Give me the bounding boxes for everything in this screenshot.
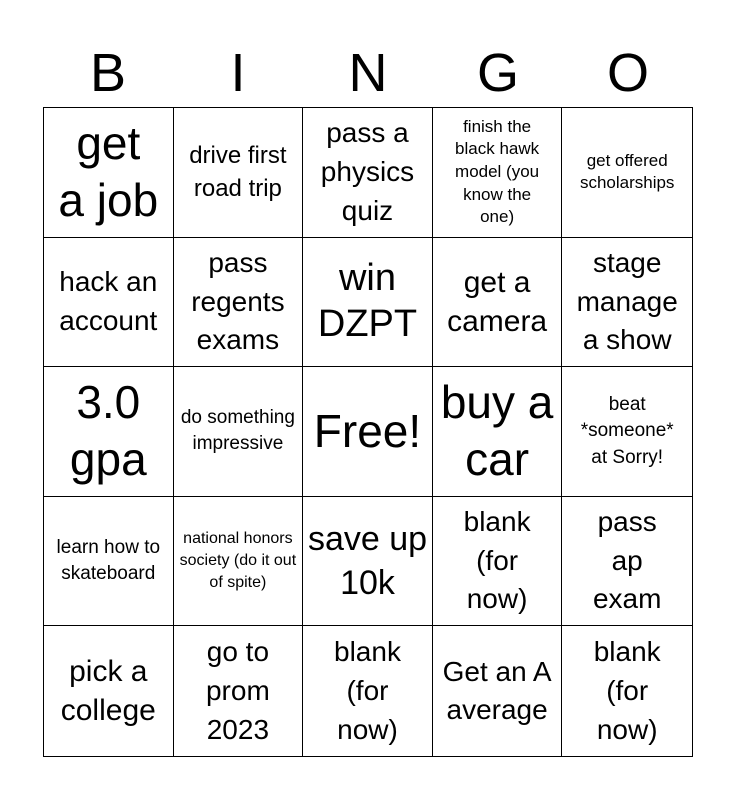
- cell-text: drive first road trip: [189, 141, 287, 203]
- header-letter-i: I: [230, 43, 246, 103]
- bingo-cell[interactable]: [174, 367, 304, 497]
- cell-text: finish the black hawk model (you know the one): [455, 116, 540, 227]
- bingo-cell[interactable]: [562, 367, 692, 497]
- bingo-cell[interactable]: [44, 497, 174, 627]
- cell-text: get offered scholarships: [579, 150, 675, 193]
- cell-text: do something impressive: [180, 406, 295, 455]
- cell-text: go to prom 2023: [205, 636, 270, 745]
- bingo-cell[interactable]: [303, 626, 433, 756]
- bingo-cell[interactable]: [174, 108, 304, 238]
- bingo-cell[interactable]: [562, 108, 692, 238]
- header-letter-g: G: [476, 43, 519, 103]
- cell-text: pass a physics quiz: [320, 117, 415, 226]
- bingo-cell[interactable]: [44, 238, 174, 368]
- cell-text: blank (for now): [593, 636, 661, 745]
- cell-text: pick a college: [60, 655, 156, 728]
- bingo-cell[interactable]: [174, 626, 304, 756]
- free-space-cell[interactable]: [303, 367, 433, 497]
- bingo-cell[interactable]: [433, 497, 563, 627]
- cell-text: pass regents exams: [191, 246, 285, 356]
- header-letter-o: O: [606, 43, 649, 103]
- bingo-cell[interactable]: [303, 497, 433, 627]
- bingo-cell[interactable]: [433, 626, 563, 756]
- cell-text: Get an A average: [442, 655, 552, 726]
- cell-text: save up 10k: [307, 519, 428, 603]
- cell-text: get a job: [58, 117, 159, 227]
- bingo-cell[interactable]: [433, 238, 563, 368]
- bingo-cell[interactable]: [433, 108, 563, 238]
- cell-text: get a camera: [447, 265, 548, 338]
- cell-text: stage manage a show: [576, 246, 678, 356]
- bingo-cell[interactable]: [44, 108, 174, 238]
- cell-text: Free!: [313, 404, 422, 457]
- header-letter-b: B: [89, 43, 127, 103]
- cell-text: learn how to skateboard: [56, 536, 161, 585]
- bingo-cell[interactable]: [562, 626, 692, 756]
- cell-text: pass ap exam: [592, 506, 662, 615]
- cell-text: blank (for now): [334, 636, 401, 745]
- bingo-cell[interactable]: [44, 626, 174, 756]
- cell-text: national honors society (do it out of spite): [179, 529, 297, 592]
- bingo-board: [43, 107, 693, 757]
- bingo-cell[interactable]: [303, 108, 433, 238]
- header-letter-n: N: [348, 43, 388, 103]
- bingo-cell[interactable]: [562, 238, 692, 368]
- cell-text: beat *someone* at Sorry!: [580, 393, 674, 468]
- cell-text: hack an account: [59, 266, 158, 336]
- cell-text: blank (for now): [463, 506, 531, 615]
- cell-text: 3.0 gpa: [69, 376, 147, 486]
- cell-text: buy a car: [440, 376, 554, 486]
- bingo-cell[interactable]: [562, 497, 692, 627]
- bingo-cell[interactable]: [433, 367, 563, 497]
- bingo-cell[interactable]: [303, 238, 433, 368]
- bingo-cell[interactable]: [44, 367, 174, 497]
- bingo-cell[interactable]: [174, 238, 304, 368]
- cell-text: win DZPT: [317, 257, 418, 345]
- bingo-cell[interactable]: [174, 497, 304, 627]
- bingo-header: [43, 42, 693, 104]
